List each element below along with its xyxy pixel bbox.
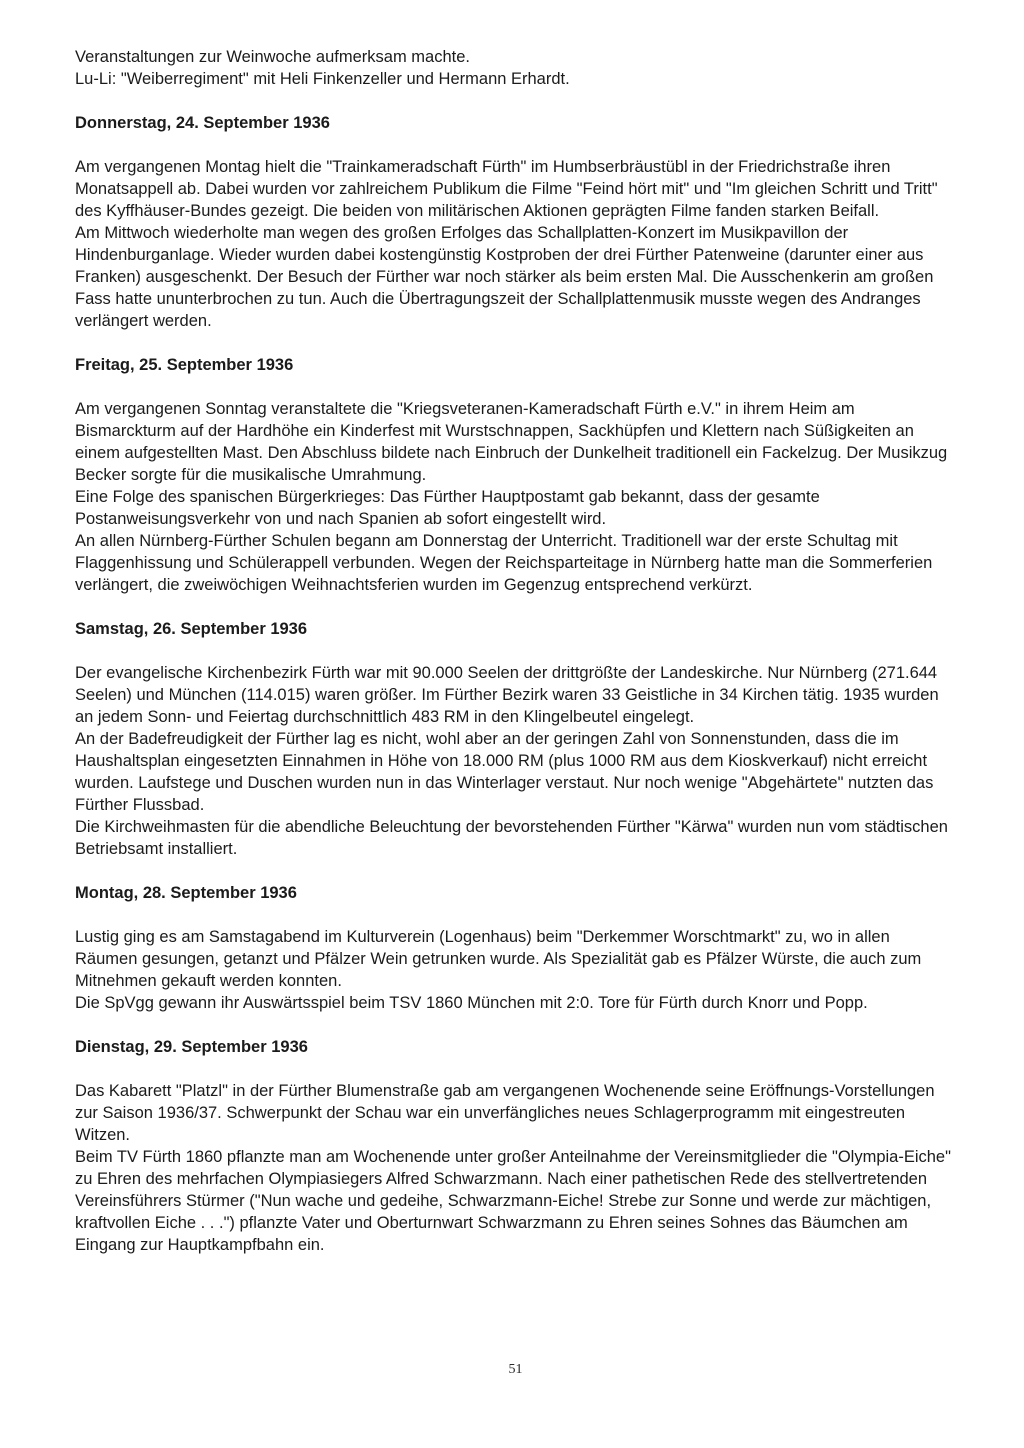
entry-paragraph: Die SpVgg gewann ihr Auswärtsspiel beim TSV 1860 München mit 2:0. Tore für Fürth durch Knorr und Popp. — [75, 994, 868, 1012]
entry-paragraph: An der Badefreudigkeit der Fürther lag es nicht, wohl aber an der geringen Zahl von Sonnenstunden, dass die im Haushaltsplan eingesetzten Einnahmen in Höhe von 18.000 RM (plus 1000 RM aus dem Kioskverkauf) nicht erreicht wurden. Laufstege und Duschen wurden nun in das Winterlager verstaut. Nur noch wenige "Abgehärtete" nutzten das Fürther Flussbad. — [75, 730, 934, 814]
intro-line: Veranstaltungen zur Weinwoche aufmerksam machte. — [75, 48, 470, 66]
entry-paragraph: Die Kirchweihmasten für die abendliche Beleuchtung der bevorstehenden Fürther "Kärwa" wurden nun vom städtischen Betriebsamt installiert. — [75, 818, 948, 858]
entry-paragraph: Am Mittwoch wiederholte man wegen des großen Erfolges das Schallplatten-Konzert im Musikpavillon der Hindenburganlage. Wieder wurden dabei kostengünstig Kostproben der drei Fürther Patenweine (darunter einer aus Franken) ausgeschenkt. Der Besuch der Fürther war noch stärker als beim ersten Mal. Die Ausschenkerin am großen Fass hatte ununterbrochen zu tun. Auch die Übertragungszeit der Schallplattenmusik musste wegen des Andranges verlängert werden. — [75, 224, 934, 330]
intro — [75, 46, 956, 90]
sections — [75, 112, 956, 1256]
entry-paragraph: Der evangelische Kirchenbezirk Fürth war mit 90.000 Seelen der drittgrößte der Landeskirche. Nur Nürnberg (271.644 Seelen) und München (114.015) waren größer. Im Fürther Bezirk waren 33 Geistliche in 34 Kirchen tätig. 1935 wurden an jedem Sonn- und Feiertag durchschnittlich 483 RM in den Klingelbeutel eingelegt. — [75, 664, 939, 726]
entry-paragraph: Am vergangenen Sonntag veranstaltete die "Kriegsveteranen-Kameradschaft Fürth e.V." in ihrem Heim am Bismarckturm auf der Hardhöhe ein Kinderfest mit Wurstschnappen, Sackhüpfen und Klettern nach Süßigkeiten an einem aufgestellten Mast. Den Abschluss bildete nach Einbruch der Dunkelheit traditionell ein Fackelzug. Der Musikzug Becker sorgte für die musikalische Umrahmung. — [75, 400, 948, 484]
section-heading: Dienstag, 29. September 1936 — [75, 1038, 308, 1056]
intro-line: Lu-Li: "Weiberregiment" mit Heli Finkenzeller und Hermann Erhardt. — [75, 70, 570, 88]
section-heading: Donnerstag, 24. September 1936 — [75, 114, 330, 132]
section-heading: Montag, 28. September 1936 — [75, 884, 297, 902]
entry-paragraph: Eine Folge des spanischen Bürgerkrieges: Das Fürther Hauptpostamt gab bekannt, dass der gesamte Postanweisungsverkehr von und nach Spanien ab sofort eingestellt wird. — [75, 488, 820, 528]
document-page — [75, 46, 956, 1256]
page-number: 51 — [508, 1362, 523, 1377]
section-heading: Samstag, 26. September 1936 — [75, 620, 308, 638]
entry-paragraph: Am vergangenen Montag hielt die "Trainkameradschaft Fürth" im Humbserbräustübl in der Friedrichstraße ihren Monatsappell ab. Dabei wurden vor zahlreichem Publikum die Filme "Feind hört mit" und "Im gleichen Schritt und Tritt" des Kyffhäuser-Bundes gezeigt. Die beiden von militärischen Aktionen geprägten Filme fanden starken Beifall. — [75, 158, 938, 220]
entry-paragraph: Beim TV Fürth 1860 pflanzte man am Wochenende unter großer Anteilnahme der Vereinsmitglieder die "Olympia-Eiche" zu Ehren des mehrfachen Olympiasiegers Alfred Schwarzmann. Nach einer pathetischen Rede des stellvertretenden Vereinsführers Stürmer ("Nun wache und gedeihe, Schwarzmann-Eiche! Strebe zur Sonne und werde zur mächtigen, kraftvollen Eiche . . .") pflanzte Vater und Oberturnwart Schwarzmann zu Ehren seines Sohnes das Bäumchen am Eingang zur Hauptkampfbahn ein. — [75, 1148, 951, 1254]
entry-paragraph: Das Kabarett "Platzl" in der Fürther Blumenstraße gab am vergangenen Wochenende seine Eröffnungs-Vorstellungen zur Saison 1936/37. Schwerpunkt der Schau war ein unverfängliches neues Schlagerprogramm mit eingestreuten Witzen. — [75, 1082, 935, 1144]
entry-paragraph: Lustig ging es am Samstagabend im Kulturverein (Logenhaus) beim "Derkemmer Worschtmarkt" zu, wo in allen Räumen gesungen, getanzt und Pfälzer Wein getrunken wurde. Als Spezialität gab es Pfälzer Würste, die auch zum Mitnehmen gekauft werden konnten. — [75, 928, 922, 990]
section-heading: Freitag, 25. September 1936 — [75, 356, 294, 374]
entry-paragraph: An allen Nürnberg-Fürther Schulen begann am Donnerstag der Unterricht. Traditionell war der erste Schultag mit Flaggenhissung und Schülerappell verbunden. Wegen der Reichsparteitage in Nürnberg hatte man die Sommerferien verlängert, die zweiwöchigen Weihnachtsferien wurden im Gegenzug entsprechend verkürzt. — [75, 532, 933, 594]
